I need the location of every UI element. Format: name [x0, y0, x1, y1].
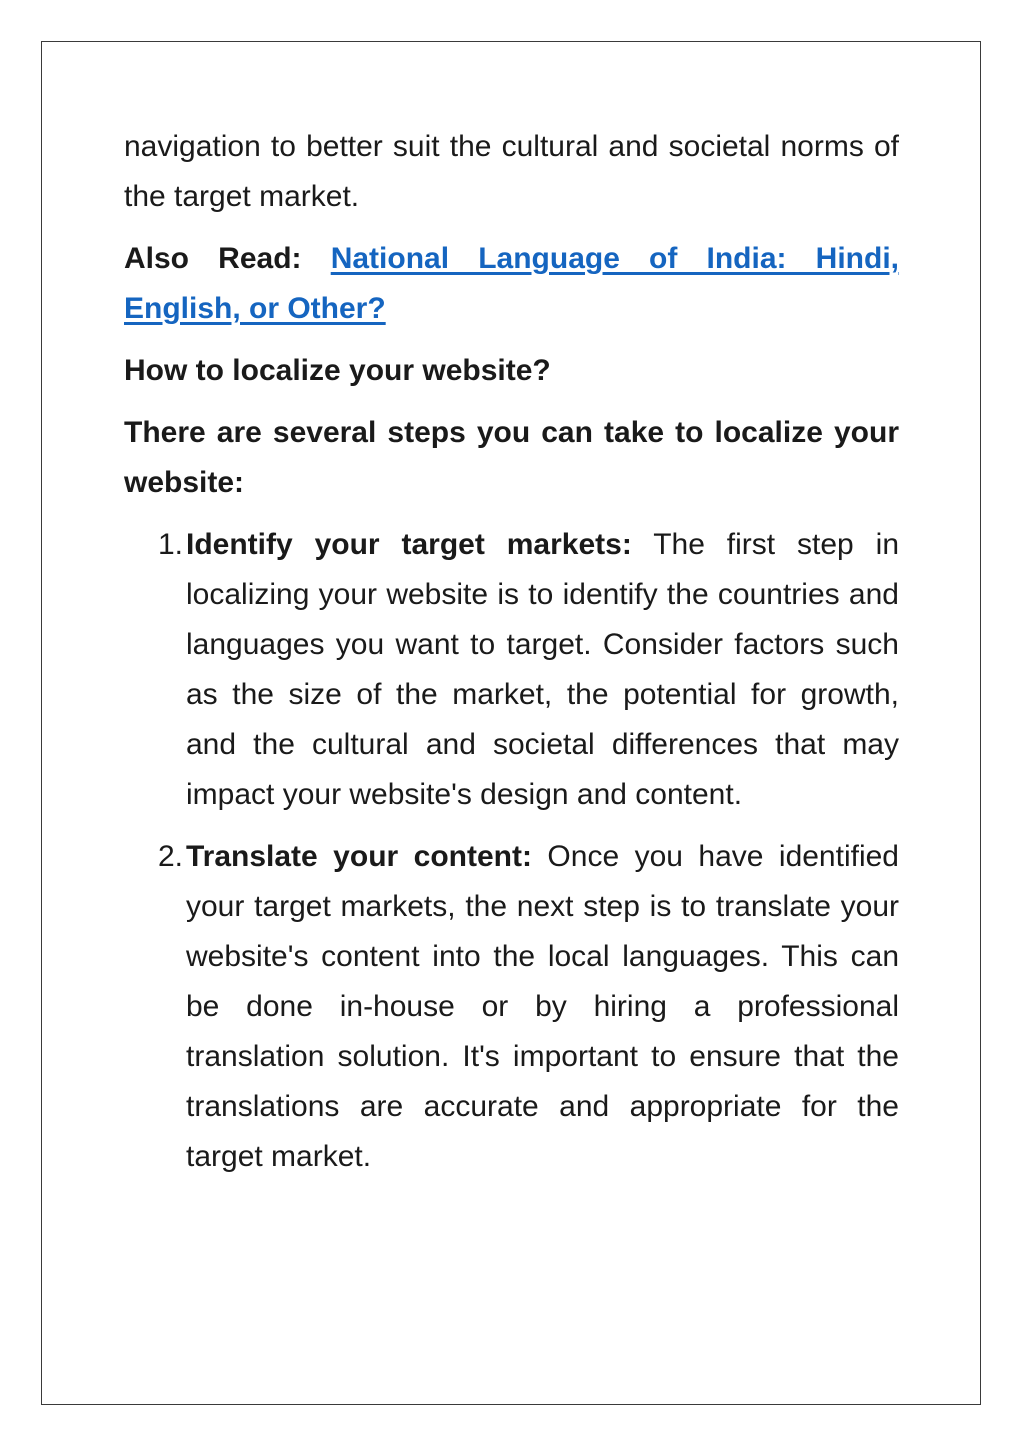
steps-list	[124, 520, 899, 1182]
document-body	[124, 122, 899, 1194]
list-item-body: The first step in localizing your website is to identify the countries and languages you want to target. Consider factors such as the size of the market, the potential for growth, and the cultural and societal differences that may impact your website's design and content.	[186, 528, 900, 811]
list-item-body: Once you have identified your target markets, the next step is to translate your website's content into the local languages. This can be done in-house or by hiring a professional translation solution. It's important to ensure that the translations are accurate and appropriate for the target market.	[186, 840, 899, 1173]
list-item	[124, 520, 899, 820]
list-item-title: Identify your target markets:	[186, 528, 632, 561]
section-heading: How to localize your website?	[124, 354, 551, 387]
also-read-link[interactable]: National Language of India: Hindi, English, or Other?	[124, 242, 900, 325]
also-read-label: Also Read:	[124, 242, 302, 275]
list-item-number: 1.	[158, 528, 184, 561]
list-item-number: 2.	[158, 840, 184, 873]
list-item-title: Translate your content:	[186, 840, 532, 873]
section-subheading: There are several steps you can take to localize your website:	[124, 416, 899, 499]
list-item	[124, 832, 899, 1182]
intro-paragraph: navigation to better suit the cultural and societal norms of the target market.	[124, 130, 899, 213]
also-read-line	[124, 234, 899, 334]
